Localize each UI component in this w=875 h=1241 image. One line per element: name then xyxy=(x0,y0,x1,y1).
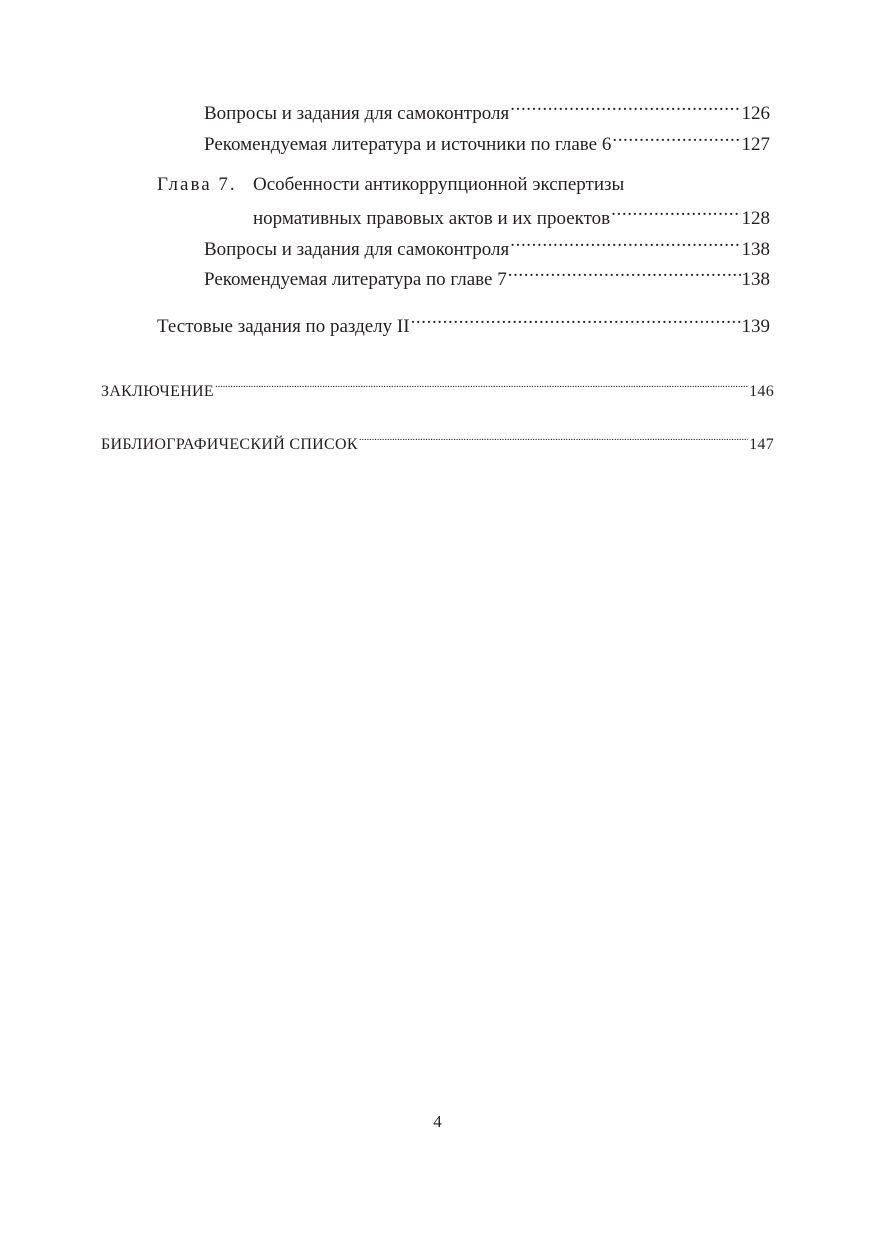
dot-leader xyxy=(612,126,740,150)
toc-entry-page: 139 xyxy=(741,316,770,337)
dot-leader xyxy=(411,308,741,332)
toc-entry-conclusion[interactable] xyxy=(101,372,774,400)
toc-entry-label: БИБЛИОГРАФИЧЕСКИЙ СПИСОК xyxy=(101,436,358,453)
toc-entry-page: 126 xyxy=(741,103,770,124)
toc-entry-ch6-literature[interactable] xyxy=(204,126,770,155)
toc-entry-page: 138 xyxy=(741,239,770,260)
chapter-7-title-line-1[interactable]: Особенности антикоррупционной экспертизы xyxy=(253,174,625,195)
toc-entry-page: 138 xyxy=(741,269,770,290)
toc-entry-page: 127 xyxy=(741,134,770,155)
toc-entry-page: 146 xyxy=(749,383,774,400)
toc-entry-page: 147 xyxy=(749,436,774,453)
chapter-7-title-line-2: нормативных правовых актов и их проектов xyxy=(253,208,611,229)
toc-entry-ch7-literature[interactable] xyxy=(204,261,770,290)
toc-entry-label: Рекомендуемая литература и источники по главе 6 xyxy=(204,134,612,155)
toc-entry-label: Тестовые задания по разделу II xyxy=(157,316,410,337)
dot-leader xyxy=(510,231,740,255)
dot-leader xyxy=(611,200,740,224)
chapter-7-prefix: Глава 7. xyxy=(157,174,237,195)
toc-entry-ch6-questions[interactable] xyxy=(204,95,770,124)
toc-entry-page: 128 xyxy=(741,208,770,229)
toc-entry-label: ЗАКЛЮЧЕНИЕ xyxy=(101,383,214,400)
toc-entry-ch7-questions[interactable] xyxy=(204,231,770,260)
toc-entry-label: Вопросы и задания для самоконтроля xyxy=(204,103,510,124)
toc-entry-label: Вопросы и задания для самоконтроля xyxy=(204,239,510,260)
toc-entry-section2-tests[interactable] xyxy=(157,308,770,337)
dot-leader xyxy=(510,95,740,119)
page-number: 4 xyxy=(433,1112,442,1131)
toc-entry-label: Рекомендуемая литература по главе 7 xyxy=(204,269,507,290)
dot-leader xyxy=(508,261,741,285)
dot-leader xyxy=(359,425,748,449)
dot-leader xyxy=(215,372,748,396)
toc-entry-ch7[interactable] xyxy=(253,200,770,229)
toc-entry-bibliography[interactable] xyxy=(101,425,774,453)
